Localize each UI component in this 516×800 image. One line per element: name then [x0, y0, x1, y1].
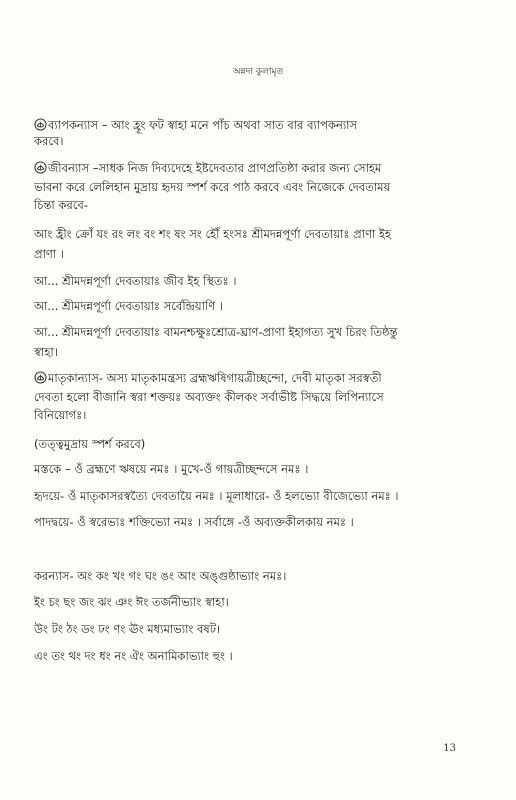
mantra-line-2: প্রাণা । [34, 247, 64, 261]
nyasa-line-2: হৃদয়ে- ওঁ মাতৃকাসরস্বত্যৈ দেবতায়ৈ নমঃ । মূলাধারে- ওঁ হলভ্যো বীজেভ্যো নমঃ । [34, 489, 399, 503]
mantra-line-3: আ... শ্রীমদন্নপূর্ণা দেবতায়াঃ জীব ইহ স্থিতঃ । [34, 274, 237, 288]
matrika-line-3: বিনিয়োগঃ। [34, 408, 87, 422]
page-number: 13 [443, 743, 456, 754]
jiva-line-1 [34, 160, 484, 176]
vyapaka-text-1: ব্যাপকন্যাস – আং হ্রূং ফট স্বাহা মনে পাঁচ অথবা সাত বার ব্যাপকন্যাস [48, 118, 358, 132]
matrika-line-2: দেবতা হলো বীজানি স্বরা শক্তয়ঃ অব্যক্তং কীলকং সর্বাভীষ্ট সিদ্ধয়ে লিপিন্যাসে [34, 390, 384, 404]
mantra-line-4: আ... শ্রীমদন্নপূর্ণা দেবতায়াঃ সর্বেন্দ্রিয়াণি । [34, 299, 224, 313]
mantra-line-5: আ... শ্রীমদন্নপূর্ণা দেবতায়াঃ বামনশ্চক্ষুঃশ্রোত্র-ঘ্রাণ-প্রাণা ইহাগত্য সুখ চিরং তিষ্ঠন্তু [34, 325, 398, 339]
kara-line-4: এং তং থং দং ধং নং ঐং অনামিকাভ্যাং হুং । [34, 649, 233, 663]
kara-line-2: ইং চং ছং জং ঝং ঞং ঈং তর্জনীভ্যাং স্বাহা। [34, 595, 229, 609]
lotus-mark-icon [34, 118, 47, 131]
lotus-mark-icon [34, 161, 47, 174]
kara-line-3: উং টং ঠং ডং ঢং ণং ঊং মধ্যমাভ্যাং বষট। [34, 622, 221, 636]
mantra-line-6: স্বাহা। [34, 345, 58, 359]
vyapaka-line-1 [34, 117, 484, 133]
kara-line-1: করন্যাস- অং কং খং গং ঘং ঙং আং অঙ্গুষ্ঠাভ্যাং নমঃ। [34, 569, 287, 583]
tattva-note: (তত্ত্বমুদ্রায় স্পর্শ করবে) [34, 437, 146, 451]
mantra-line-1: আং হ্রীং ক্রোঁ যং রং লং বং শং ষং সং হৌঁ হংসঃ শ্রীমদন্নপূর্ণা দেবতায়াঃ প্রাণা ইহ [34, 227, 392, 241]
nyasa-line-1: মস্তকে – ওঁ ব্রহ্মণে ঋষয়ে নমঃ । মুখে-ওঁ গায়ত্রীচ্ছন্দসে নমঃ । [34, 462, 309, 476]
matrika-text-1: মাতৃকান্যাস- অস্য মাতৃকামন্ত্রস্য ব্রহ্মঋষিগায়ত্রীচ্ছন্দো, দেবী মাতৃকা সরস্বতী [48, 371, 382, 385]
jiva-line-3: চিন্তা করবে- [34, 198, 88, 212]
jiva-text-1: জীবন্যাস –সাধক নিজ দিব্যদেহে ইষ্টদেবতার প্রাণপ্রতিষ্ঠা করার জন্য সোহম [48, 161, 382, 175]
lotus-mark-icon [34, 371, 47, 384]
jiva-line-2: ভাবনা করে লেলিহান মুদ্রায় হৃদয় স্পর্শ করে পাঠ করবে এবং নিজেকে দেবতাময় [34, 180, 391, 194]
matrika-line-1 [34, 370, 484, 386]
vyapaka-line-2: করবে। [34, 134, 64, 148]
nyasa-line-3: পাদদ্বয়ে- ওঁ স্বরেভ্যঃ শক্তিভ্যো নমঃ । সর্বাঙ্গে -ওঁ অব্যক্তকীলকায় নমঃ । [34, 515, 354, 529]
running-header: অন্নদা কুলামৃত [232, 67, 284, 77]
